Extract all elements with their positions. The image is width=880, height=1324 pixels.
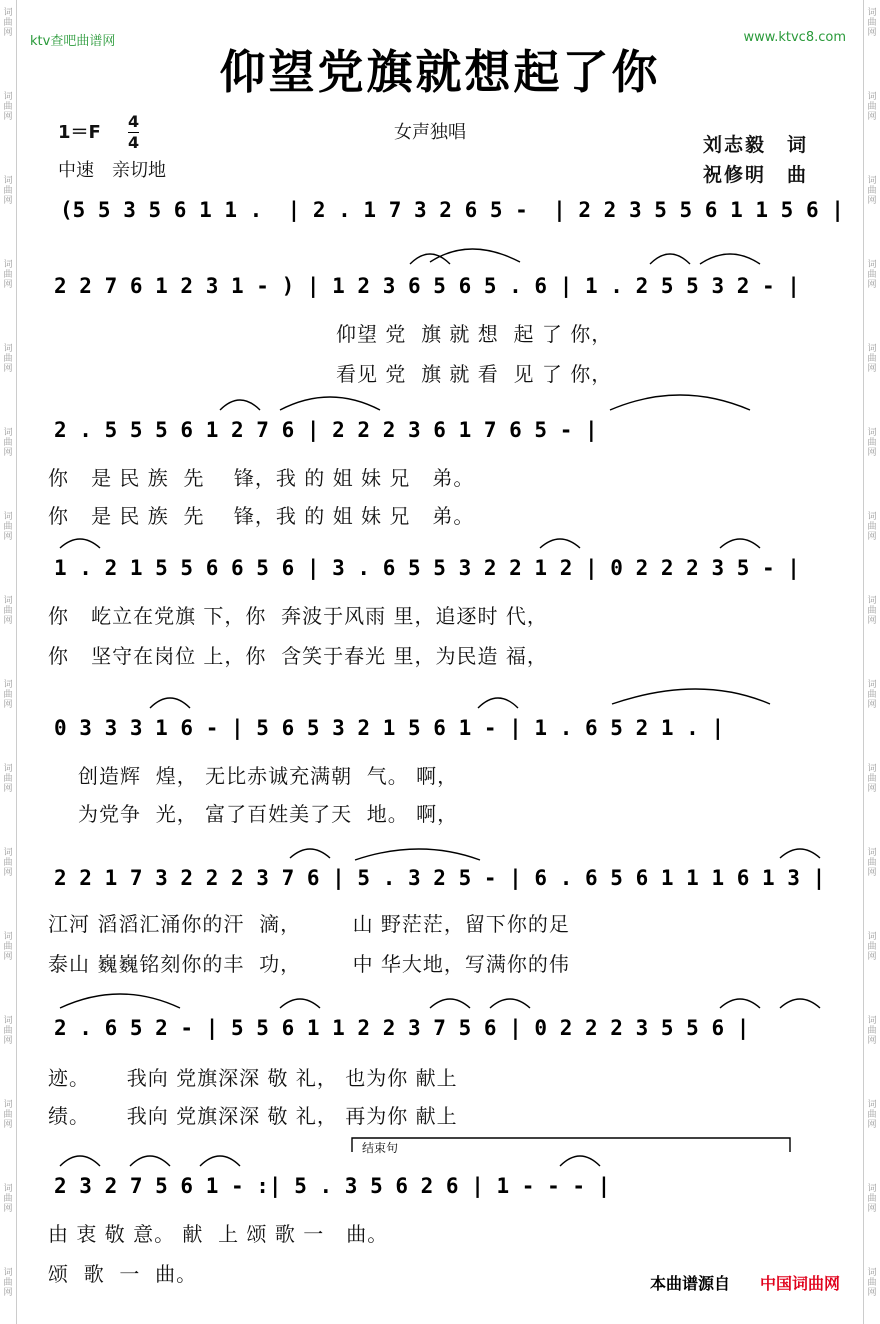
source-site-link[interactable]: 中国词曲网 <box>760 1274 841 1293</box>
composer-credit: 祝修明 曲 <box>702 164 808 186</box>
side-watermark-mark: 词 曲 网 <box>867 344 877 374</box>
slur <box>355 849 480 860</box>
slur <box>490 999 530 1008</box>
slur <box>200 1156 240 1166</box>
lyrics-line-4-verse-2: 你 坚守在岗位 上，你 含笑于春光 里，为民造 福， <box>48 644 548 668</box>
side-watermark-mark: 词 曲 网 <box>3 680 13 710</box>
slur <box>560 1156 600 1166</box>
lyrics-line-5-verse-1: 创造辉 煌， 无比赤诚充满朝 气。 啊， <box>78 764 459 788</box>
lyrics-line-8-verse-1: 由 衷 敬 意。 献 上 颂 歌 一 曲。 <box>48 1222 389 1246</box>
time-signature <box>128 112 139 153</box>
side-watermark-mark: 词 曲 网 <box>867 260 877 290</box>
lyrics-line-2-verse-2: 看见 党 旗 就 看 见 了 你， <box>336 362 613 386</box>
slur <box>540 539 580 548</box>
side-watermark-mark: 词 曲 网 <box>3 1268 13 1298</box>
lyrics-line-8-verse-2: 颂 歌 一 曲。 <box>48 1262 198 1286</box>
side-watermark-mark: 词 曲 网 <box>867 512 877 542</box>
notation-line-4: 1 . 2 1 5 5 6 6 5 6 | 3 . 6 5 5 3 2 2 1 2 | 0 2 2 2 3 5 - | <box>54 556 800 580</box>
side-watermark-mark: 词 曲 网 <box>3 512 13 542</box>
side-watermark-mark: 词 曲 网 <box>3 932 13 962</box>
side-watermark-mark: 词 曲 网 <box>867 1016 877 1046</box>
slur <box>60 539 100 548</box>
watermark-top-left: ktv查吧曲谱网 <box>30 34 116 49</box>
slur <box>430 999 470 1008</box>
notation-line-2: 2 2 7 6 1 2 3 1 - ) | 1 2 3 6 5 6 5 . 6 | 1 . 2 5 5 3 2 - | <box>54 274 800 298</box>
side-watermark-mark: 词 曲 网 <box>3 260 13 290</box>
side-watermark-mark: 词 曲 网 <box>867 848 877 878</box>
side-watermark-mark: 词 曲 网 <box>867 1100 877 1130</box>
slur <box>150 698 190 708</box>
slur <box>610 395 750 410</box>
side-watermark-mark: 词 曲 网 <box>867 8 877 38</box>
side-watermark-mark: 词 曲 网 <box>867 1184 877 1214</box>
slur <box>130 1156 170 1166</box>
lyrics-line-6-verse-1: 江河 滔滔汇涌你的汗 滴， 山 野茫茫，留下你的足 <box>48 912 570 936</box>
coda-label: 结束句 <box>362 1141 399 1155</box>
lyrics-line-2-verse-1: 仰望 党 旗 就 想 起 了 你， <box>336 322 613 346</box>
slur <box>220 400 260 410</box>
slur <box>650 254 690 264</box>
side-watermark-mark: 词 曲 网 <box>3 1100 13 1130</box>
slur <box>60 994 180 1008</box>
song-title: 仰望党旗就想起了你 <box>219 45 661 99</box>
side-watermark-mark: 词 曲 网 <box>3 596 13 626</box>
side-watermark-mark: 词 曲 网 <box>3 176 13 206</box>
side-watermark-mark: 词 曲 网 <box>3 428 13 458</box>
notation-line-8: 2 3 2 7 5 6 1 - :| 5 . 3 5 6 2 6 | 1 - - - | <box>54 1174 611 1198</box>
lyricist-credit: 刘志毅 词 <box>702 134 808 156</box>
side-watermark-mark: 词 曲 网 <box>3 1016 13 1046</box>
performance-type: 女声独唱 <box>394 122 466 143</box>
slur <box>478 698 518 708</box>
slur <box>700 254 760 264</box>
slur <box>280 999 320 1008</box>
notation-line-1: (5 5 3 5 6 1 1 . | 2 . 1 7 3 2 6 5 - | 2 2 3 5 5 6 1 1 5 6 | <box>60 198 844 222</box>
lyrics-line-6-verse-2: 泰山 巍巍铭刻你的丰 功， 中 华大地，写满你的伟 <box>48 952 570 976</box>
slur <box>780 849 820 858</box>
time-signature-bottom: 4 <box>128 133 140 152</box>
coda-bracket <box>352 1138 790 1152</box>
side-watermark-mark: 词 曲 网 <box>867 680 877 710</box>
lyrics-line-7-verse-2: 绩。 我向 党旗深深 敬 礼， 再为你 献上 <box>48 1104 458 1128</box>
lyrics-line-3-verse-2: 你 是 民 族 先 锋，我 的 姐 妹 兄 弟。 <box>48 504 475 528</box>
notation-line-7: 2 . 6 5 2 - | 5 5 6 1 1 2 2 3 7 5 6 | 0 2 2 2 3 5 5 6 | <box>54 1016 750 1040</box>
side-watermark-mark: 词 曲 网 <box>867 176 877 206</box>
slur <box>410 254 450 264</box>
side-watermark-mark: 词 曲 网 <box>3 848 13 878</box>
slur <box>720 999 760 1008</box>
slur <box>60 1156 100 1166</box>
slur <box>780 999 820 1008</box>
slur <box>280 397 380 410</box>
tempo-marking: 中速 亲切地 <box>58 160 166 181</box>
side-watermark-mark: 词 曲 网 <box>867 1268 877 1298</box>
watermark-top-right: www.ktvc8.com <box>743 30 846 45</box>
lyrics-line-7-verse-1: 迹。 我向 党旗深深 敬 礼， 也为你 献上 <box>48 1066 458 1090</box>
notation-line-5: 0 3 3 3 1 6 - | 5 6 5 3 2 1 5 6 1 - | 1 . 6 5 2 1 . | <box>54 716 725 740</box>
side-watermark-mark: 词 曲 网 <box>867 596 877 626</box>
side-watermark-mark: 词 曲 网 <box>3 344 13 374</box>
lyrics-line-4-verse-1: 你 屹立在党旗 下，你 奔波于风雨 里，追逐时 代， <box>48 604 548 628</box>
lyrics-line-5-verse-2: 为党争 光， 富了百姓美了天 地。 啊， <box>78 802 459 826</box>
side-watermark-mark: 词 曲 网 <box>867 764 877 794</box>
lyrics-line-3-verse-1: 你 是 民 族 先 锋，我 的 姐 妹 兄 弟。 <box>48 466 475 490</box>
slur <box>430 249 520 262</box>
source-label: 本曲谱源自 <box>650 1274 731 1293</box>
slur <box>612 689 770 704</box>
side-watermark-mark: 词 曲 网 <box>3 92 13 122</box>
side-watermark-mark: 词 曲 网 <box>867 92 877 122</box>
time-signature-top: 4 <box>128 112 140 131</box>
slur <box>720 539 760 548</box>
side-watermark-mark: 词 曲 网 <box>867 428 877 458</box>
side-watermark-mark: 词 曲 网 <box>867 932 877 962</box>
side-watermark-mark: 词 曲 网 <box>3 8 13 38</box>
key-signature: 1＝F <box>58 122 101 143</box>
side-watermark-mark: 词 曲 网 <box>3 764 13 794</box>
notation-line-3: 2 . 5 5 5 6 1 2 7 6 | 2 2 2 3 6 1 7 6 5 - | <box>54 418 598 442</box>
notation-line-6: 2 2 1 7 3 2 2 2 3 7 6 | 5 . 3 2 5 - | 6 . 6 5 6 1 1 1 6 1 3 | <box>54 866 826 890</box>
slur <box>290 849 330 858</box>
side-watermark-mark: 词 曲 网 <box>3 1184 13 1214</box>
